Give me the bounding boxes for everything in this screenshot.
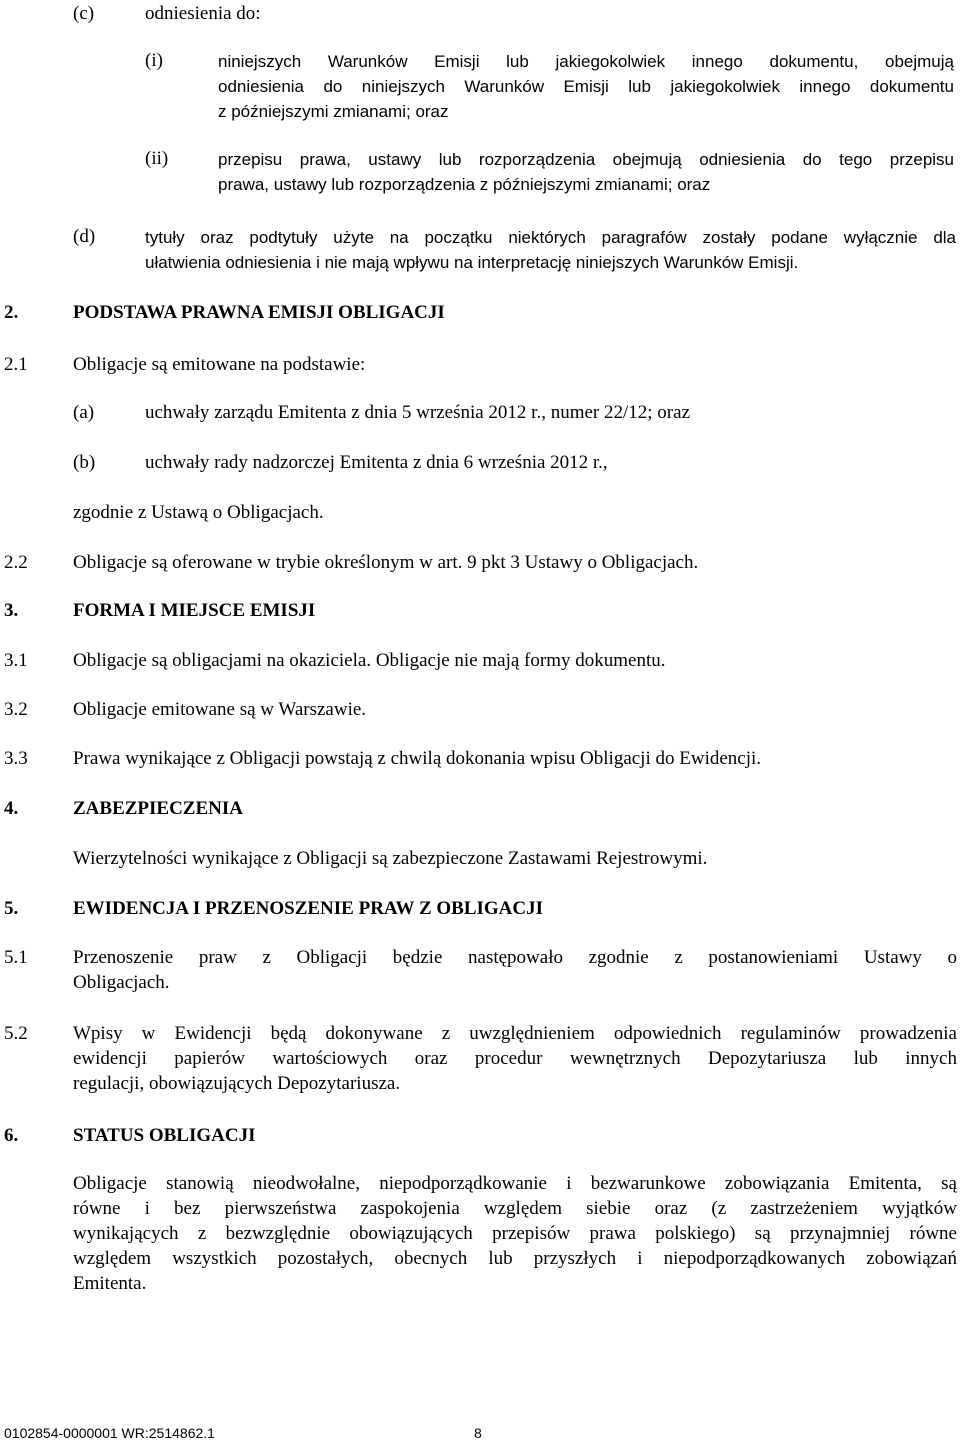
list-marker-b: (b)	[73, 452, 96, 473]
text-line: wynikających z bezwzględnie obowiązujących przepisów prawa polskiego) są przynajmniej równe	[73, 1223, 957, 1244]
paragraph-text	[73, 1021, 957, 1096]
text-line: ewidencji papierów wartościowych oraz procedur wewnętrznych Depozytariusza lub innych	[73, 1048, 957, 1069]
list-marker-c: (c)	[73, 3, 95, 24]
text-line: Obligacje stanowią nieodwołalne, niepodporządkowanie i bezwarunkowe zobowiązania Emitenta, są	[73, 1173, 957, 1194]
text-line: przepisu prawa, ustawy lub rozporządzenia obejmują odniesienia do tego przepisu	[218, 150, 954, 169]
section-heading: PODSTAWA PRAWNA EMISJI OBLIGACJI	[73, 302, 445, 323]
paragraph-text: Obligacje są emitowane na podstawie:	[73, 354, 366, 375]
text-line: odniesienia do niniejszych Warunków Emisji lub jakiegokolwiek innego dokumentu	[218, 77, 954, 96]
section-heading: FORMA I MIEJSCE EMISJI	[73, 600, 316, 621]
paragraph-number: 5.2	[4, 1023, 28, 1044]
paragraph-text	[73, 1171, 957, 1296]
section-number: 3.	[4, 600, 19, 621]
section-number: 5.	[4, 898, 19, 919]
section-number: 4.	[4, 798, 19, 819]
list-c-intro: odniesienia do:	[145, 3, 261, 24]
sublist-marker-i: (i)	[145, 50, 163, 71]
list-marker-a: (a)	[73, 402, 95, 423]
paragraph-number: 2.1	[4, 354, 28, 375]
paragraph-number: 3.2	[4, 699, 28, 720]
paragraph-text: Obligacje są oferowane w trybie określonym w art. 9 pkt 3 Ustawy o Obligacjach.	[73, 552, 699, 573]
section-number: 6.	[4, 1125, 19, 1146]
sublist-item-i-text	[218, 49, 954, 124]
paragraph-text: Obligacje są obligacjami na okaziciela. Obligacje nie mają formy dokumentu.	[73, 650, 666, 671]
sublist-item-ii-text	[218, 147, 954, 197]
text-line: względem wszystkich pozostałych, obecnych lub przyszłych i niepodporządkowanych zobowiązań	[73, 1248, 957, 1269]
text-line: tytuły oraz podtytuły użyte na początku niektórych paragrafów zostały podane wyłącznie dla	[145, 228, 956, 247]
paragraph-number: 3.3	[4, 748, 28, 769]
footer-doc-id: 0102854-0000001 WR:2514862.1	[4, 1425, 215, 1441]
list-item-d-text	[145, 225, 956, 275]
text-line: regulacji, obowiązujących Depozytariusza.	[73, 1073, 401, 1094]
text-line: prawa, ustawy lub rozporządzenia z późniejszymi zmianami; oraz	[218, 175, 711, 194]
paragraph-number: 5.1	[4, 947, 28, 968]
text-line: równe i bez pierwszeństwa zaspokojenia względem siebie oraz (z zastrzeżeniem wyjątków	[73, 1198, 957, 1219]
text-line: Przenoszenie praw z Obligacji będzie następowało zgodnie z postanowieniami Ustawy o	[73, 947, 957, 968]
text-line: z późniejszymi zmianami; oraz	[218, 102, 449, 121]
section-heading: STATUS OBLIGACJI	[73, 1125, 256, 1146]
section-heading: EWIDENCJA I PRZENOSZENIE PRAW Z OBLIGACJI	[73, 898, 543, 919]
text-line: niniejszych Warunków Emisji lub jakiegokolwiek innego dokumentu, obejmują	[218, 52, 954, 71]
footer-page-number: 8	[474, 1425, 482, 1441]
paragraph-text: Obligacje emitowane są w Warszawie.	[73, 699, 367, 720]
paragraph-number: 3.1	[4, 650, 28, 671]
section-number: 2.	[4, 302, 19, 323]
paragraph-text: zgodnie z Ustawą o Obligacjach.	[73, 502, 324, 523]
paragraph-number: 2.2	[4, 552, 28, 573]
sublist-marker-ii: (ii)	[145, 148, 169, 169]
list-marker-d: (d)	[73, 226, 96, 247]
list-item-text: uchwały rady nadzorczej Emitenta z dnia 6 września 2012 r.,	[145, 452, 608, 473]
text-line: Emitenta.	[73, 1273, 147, 1294]
list-item-text: uchwały zarządu Emitenta z dnia 5 września 2012 r., numer 22/12; oraz	[145, 402, 690, 423]
paragraph-text: Prawa wynikające z Obligacji powstają z chwilą dokonania wpisu Obligacji do Ewidencji.	[73, 748, 762, 769]
text-line: Wpisy w Ewidencji będą dokonywane z uwzględnieniem odpowiednich regulaminów prowadzenia	[73, 1023, 957, 1044]
paragraph-text	[73, 945, 957, 995]
paragraph-text: Wierzytelności wynikające z Obligacji są zabezpieczone Zastawami Rejestrowymi.	[73, 848, 708, 869]
section-heading: ZABEZPIECZENIA	[73, 798, 243, 819]
text-line: ułatwienia odniesienia i nie mają wpływu na interpretację niniejszych Warunków Emisji.	[145, 253, 799, 272]
text-line: Obligacjach.	[73, 972, 170, 993]
